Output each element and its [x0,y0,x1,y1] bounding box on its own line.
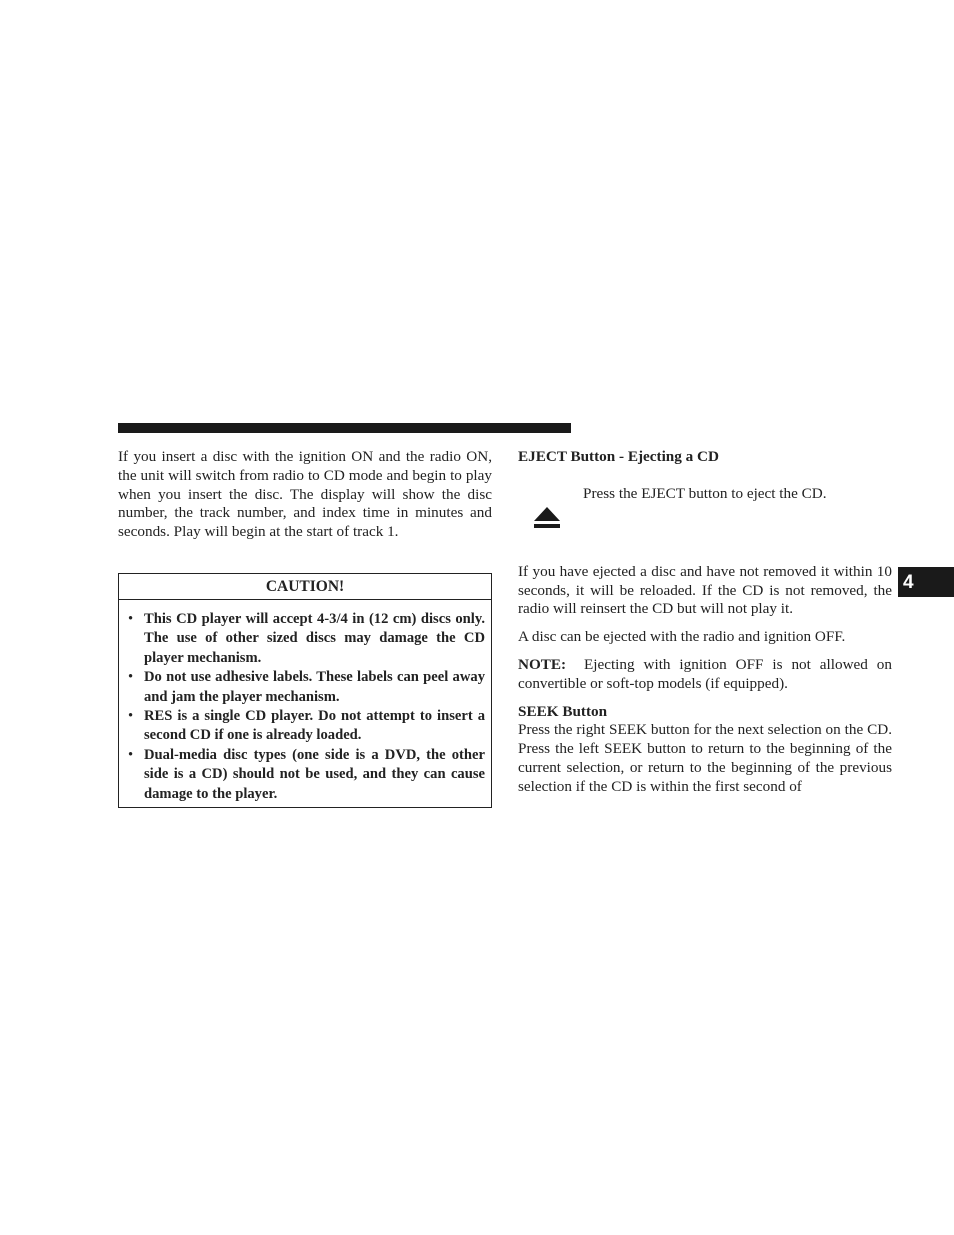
reload-paragraph: If you have ejected a disc and have not removed it within 10 seconds, it will be reloaded. If the CD is not removed, the radio will reinsert the CD but will not play it. [518,562,892,618]
bullet-icon: • [128,669,134,686]
caution-item: • RES is a single CD player. Do not attempt to insert a second CD if one is already loaded. [128,708,485,744]
note-paragraph [518,656,892,694]
eject-instruction: Press the EJECT button to eject the CD. [583,484,827,502]
caution-item: • Do not use adhesive labels. These labels can peel away and jam the player mechanism. [128,669,485,705]
section-rule [118,423,571,433]
note-label: NOTE: [518,655,567,673]
right-column [518,448,892,797]
caution-item: • This CD player will accept 4-3/4 in (12 cm) discs only. The use of other sized discs may damage the CD player mechanism. [128,611,485,666]
bullet-icon: • [128,611,134,627]
eject-icon [532,505,562,531]
ignition-off-paragraph: A disc can be ejected with the radio and ignition OFF. [518,628,846,646]
caution-title: CAUTION! [119,574,491,600]
caution-list [119,600,491,804]
chapter-tab: 4 [898,567,954,597]
seek-paragraph: Press the right SEEK button for the next selection on the CD. Press the left SEEK button to return to the beginning of the current selection, or return to the beginning of the previous selection if the CD is within the first second of [518,721,892,795]
seek-heading: SEEK Button [518,702,608,720]
bullet-icon: • [128,746,134,763]
note-text: Ejecting with ignition OFF is not allowed on convertible or soft-top models (if equipped). [518,655,892,692]
intro-paragraph: If you insert a disc with the ignition ON and the radio ON, the unit will switch from radio to CD mode and begin to play when you insert the disc. The display will show the disc number, the track number, and index time in minutes and seconds. Play will begin at the start of track 1. [118,448,492,541]
caution-item: • Dual-media disc types (one side is a DVD, the other side is a CD) should not be used, and they can cause damage to the player. [128,746,485,802]
bullet-icon: • [128,708,134,725]
eject-row [518,467,892,539]
left-column [118,448,492,542]
caution-box [118,573,492,808]
eject-heading: EJECT Button - Ejecting a CD [518,448,719,465]
